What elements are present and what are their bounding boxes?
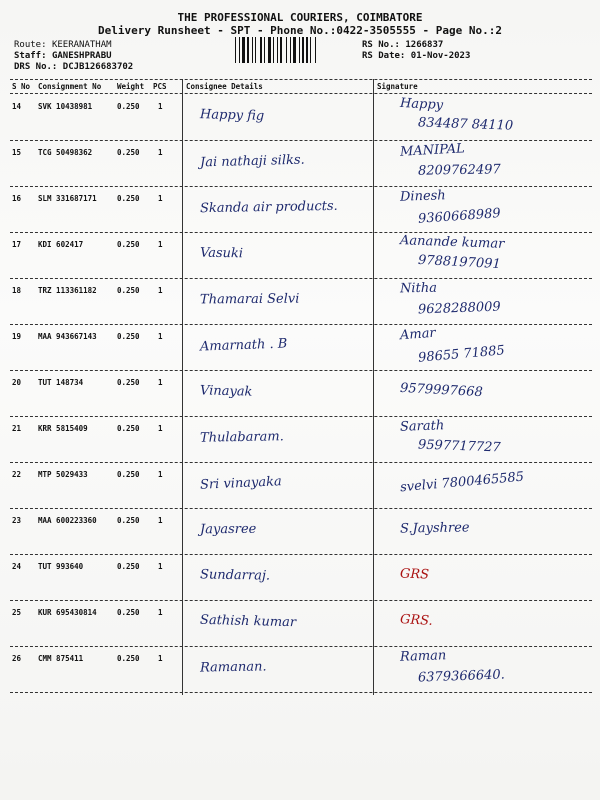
- signature-handwriting: Sarath: [399, 418, 445, 435]
- consignee-handwriting: Vinayak: [199, 383, 253, 400]
- signature-handwriting: Dinesh: [399, 188, 446, 205]
- row-pcs: 1: [158, 286, 163, 295]
- staff-line: [14, 51, 112, 61]
- row-weight: 0.250: [117, 332, 140, 341]
- barcode-bar: [280, 37, 282, 63]
- consignee-handwriting: Skanda air products.: [199, 198, 338, 217]
- row-consignment-no: MAA 600223360: [38, 516, 97, 525]
- row-sno: 20: [12, 378, 22, 387]
- row-sno: 17: [12, 240, 22, 249]
- header-bottom-rule: [10, 93, 592, 94]
- drs-label: DRS No.:: [14, 62, 58, 72]
- row-consignment-no: MAA 943667143: [38, 332, 97, 341]
- consignee-handwriting: Thamarai Selvi: [199, 291, 300, 308]
- signature-handwriting: svelvi 7800465585: [399, 469, 525, 496]
- row-pcs: 1: [158, 608, 163, 617]
- signature-phone-handwriting: 8209762497: [417, 162, 501, 179]
- row-pcs: 1: [158, 470, 163, 479]
- rs-date-line: [362, 51, 470, 61]
- signature-handwriting: Aanande kumar: [399, 233, 505, 252]
- barcode-bar: [242, 37, 245, 63]
- row-pcs: 1: [158, 424, 163, 433]
- row-consignment-no: KDI 602417: [38, 240, 84, 249]
- staff-label: Staff:: [14, 51, 47, 61]
- company-title: THE PROFESSIONAL COURIERS, COIMBATORE: [177, 11, 423, 24]
- barcode-bar: [302, 37, 304, 63]
- consignee-handwriting: Happy fig: [199, 107, 265, 124]
- barcode-bar: [293, 37, 296, 63]
- table-row: [0, 555, 600, 601]
- consignee-handwriting: Sundarraj.: [199, 567, 271, 584]
- row-weight: 0.250: [117, 608, 140, 617]
- barcode-bar: [235, 37, 236, 63]
- signature-phone-handwriting: 9360668989: [417, 206, 502, 227]
- row-sno: 19: [12, 332, 22, 341]
- signature-phone-handwriting: 6379366640.: [417, 667, 506, 686]
- signature-handwriting: S.Jayshree: [399, 520, 470, 537]
- col-header-weight: Weight: [117, 82, 145, 91]
- table-row: [0, 279, 600, 325]
- row-pcs: 1: [158, 240, 163, 249]
- route-value: KEERANATHAM: [51, 40, 112, 50]
- row-consignment-no: SVK 10438981: [38, 102, 93, 111]
- barcode-image: [235, 37, 352, 63]
- row-divider: [10, 692, 592, 693]
- barcode-bar: [255, 37, 256, 63]
- signature-handwriting: GRS.: [399, 612, 434, 629]
- row-pcs: 1: [158, 332, 163, 341]
- row-consignment-no: TUT 993640: [38, 562, 84, 571]
- consignee-handwriting: Ramanan.: [199, 659, 267, 676]
- consignee-handwriting: Jai nathaji silks.: [199, 152, 305, 171]
- row-consignment-no: KRR 5815409: [38, 424, 88, 433]
- table-row: [0, 325, 600, 371]
- consignee-handwriting: Vasuki: [199, 245, 244, 262]
- barcode-bar: [290, 37, 291, 63]
- row-weight: 0.250: [117, 654, 140, 663]
- row-weight: 0.250: [117, 516, 140, 525]
- table-row: [0, 509, 600, 555]
- signature-handwriting: Nitha: [399, 280, 438, 297]
- rs-no-label: RS No.:: [362, 40, 400, 50]
- row-weight: 0.250: [117, 102, 140, 111]
- barcode-bar: [264, 37, 265, 63]
- row-weight: 0.250: [117, 562, 140, 571]
- row-consignment-no: KUR 695430814: [38, 608, 97, 617]
- row-consignment-no: CMM 875411: [38, 654, 84, 663]
- runsheet-title: Delivery Runsheet - SPT - Phone No.:0422-3505555 - Page No.:2: [98, 24, 502, 37]
- table-row: [0, 233, 600, 279]
- signature-handwriting: Happy: [399, 95, 444, 114]
- row-sno: 18: [12, 286, 22, 295]
- table-row: [0, 141, 600, 187]
- table-row: [0, 371, 600, 417]
- barcode-bar: [252, 37, 253, 63]
- row-consignment-no: TRZ 113361182: [38, 286, 97, 295]
- row-sno: 26: [12, 654, 22, 663]
- rs-no-value: 1266837: [405, 40, 444, 50]
- row-weight: 0.250: [117, 148, 140, 157]
- rs-date-label: RS Date:: [362, 51, 406, 61]
- signature-phone-handwriting: 98655 71885: [417, 343, 506, 366]
- row-weight: 0.250: [117, 470, 140, 479]
- barcode-bar: [273, 37, 274, 63]
- row-sno: 24: [12, 562, 22, 571]
- consignee-handwriting: Jayasree: [199, 521, 257, 538]
- row-sno: 14: [12, 102, 22, 111]
- drs-line: [14, 62, 133, 72]
- row-pcs: 1: [158, 654, 163, 663]
- row-pcs: 1: [158, 148, 163, 157]
- barcode-bar: [286, 37, 287, 63]
- signature-phone-handwriting: 9788197091: [417, 252, 502, 273]
- row-pcs: 1: [158, 562, 163, 571]
- row-pcs: 1: [158, 378, 163, 387]
- row-pcs: 1: [158, 194, 163, 203]
- barcode-bar: [310, 37, 311, 63]
- signature-handwriting: 9579997668: [399, 380, 484, 401]
- signature-handwriting: Amar: [399, 325, 437, 344]
- table-row: [0, 601, 600, 647]
- barcode-bar: [247, 37, 249, 63]
- signature-phone-handwriting: 9597717727: [417, 437, 501, 456]
- row-weight: 0.250: [117, 378, 140, 387]
- table-row: [0, 463, 600, 509]
- row-consignment-no: TCG 50498362: [38, 148, 93, 157]
- row-sno: 23: [12, 516, 22, 525]
- col-header-consignment: Consignment No: [38, 82, 102, 91]
- rs-date-value: 01-Nov-2023: [410, 51, 471, 61]
- barcode-bar: [260, 37, 262, 63]
- signature-handwriting: GRS: [399, 566, 430, 583]
- barcode-bar: [268, 37, 271, 63]
- staff-value: GANESHPRABU: [51, 51, 112, 61]
- row-weight: 0.250: [117, 286, 140, 295]
- barcode-bar: [239, 37, 240, 63]
- row-sno: 16: [12, 194, 22, 203]
- row-weight: 0.250: [117, 240, 140, 249]
- signature-handwriting: Raman: [399, 648, 447, 665]
- row-sno: 15: [12, 148, 22, 157]
- barcode-bar: [306, 37, 308, 63]
- route-line: [14, 40, 112, 50]
- row-consignment-no: TUT 148734: [38, 378, 84, 387]
- row-sno: 21: [12, 424, 22, 433]
- table-row: [0, 417, 600, 463]
- table-row: [0, 187, 600, 233]
- barcode-bar: [315, 37, 316, 63]
- route-label: Route:: [14, 40, 47, 50]
- signature-phone-handwriting: 9628288009: [417, 299, 501, 318]
- rs-no-line: [362, 40, 443, 50]
- consignee-handwriting: Amarnath . B: [199, 336, 288, 355]
- consignee-handwriting: Sri vinayaka: [199, 474, 283, 493]
- row-sno: 25: [12, 608, 22, 617]
- consignee-handwriting: Sathish kumar: [199, 612, 297, 631]
- row-sno: 22: [12, 470, 22, 479]
- col-header-signature: Signature: [377, 82, 418, 91]
- signature-handwriting: MANIPAL: [399, 141, 466, 160]
- consignee-handwriting: Thulabaram.: [199, 429, 284, 446]
- row-pcs: 1: [158, 516, 163, 525]
- row-consignment-no: SLM 331687171: [38, 194, 97, 203]
- col-header-consignee: Consignee Details: [186, 82, 263, 91]
- row-pcs: 1: [158, 102, 163, 111]
- col-header-pcs: PCS: [153, 82, 167, 91]
- row-consignment-no: MTP 5029433: [38, 470, 88, 479]
- barcode-bar: [299, 37, 300, 63]
- table-row: [0, 95, 600, 141]
- row-weight: 0.250: [117, 424, 140, 433]
- table-top-rule: [10, 79, 592, 80]
- signature-phone-handwriting: 834487 84110: [417, 115, 514, 134]
- barcode-bar: [277, 37, 278, 63]
- col-header-sno: S No: [12, 82, 31, 91]
- row-weight: 0.250: [117, 194, 140, 203]
- drs-value: DCJB126683702: [62, 62, 134, 72]
- table-row: [0, 647, 600, 693]
